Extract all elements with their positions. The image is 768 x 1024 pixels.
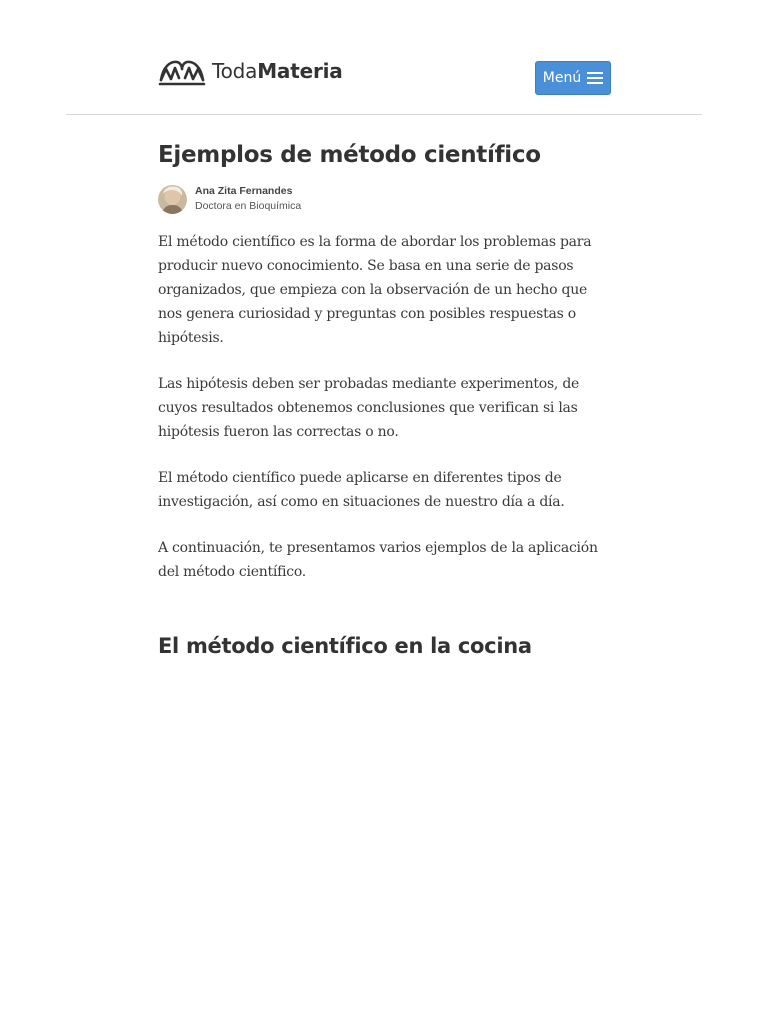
logo-text-bold: Materia [257, 59, 343, 83]
logo-text [212, 54, 343, 88]
author-role: Doctora en Bioquímica [195, 200, 302, 212]
intro-paragraph-4: A continuación, te presentamos varios ejemplos de la aplicación del método científico. [158, 540, 598, 580]
page-title: Ejemplos de método científico [158, 142, 541, 168]
intro-paragraph-1: El método científico es la forma de abordar los problemas para producir nuevo conocimiento. Se basa en una serie de pasos organizados, que empieza con la observación de un hecho que nos genera curiosidad y preguntas con posibles respuestas o hipótesis. [158, 234, 592, 346]
section-heading-cocina: El método científico en la cocina [158, 634, 532, 658]
author-name[interactable]: Ana Zita Fernandes [195, 185, 293, 197]
article-content [158, 138, 610, 662]
author-photo-icon [158, 185, 187, 214]
site-logo-link[interactable] [158, 54, 343, 88]
intro-paragraph-2: Las hipótesis deben ser probadas mediante experimentos, de cuyos resultados obtenemos conclusiones que verifican si las hipótesis fueron las correctas o no. [158, 376, 580, 440]
intro-paragraph-3: El método científico puede aplicarse en diferentes tipos de investigación, así como en situaciones de nuestro día a día. [158, 470, 565, 510]
logo-text-light: Toda [212, 59, 258, 83]
avatar[interactable] [158, 185, 187, 214]
site-header [0, 0, 768, 115]
header-divider [66, 114, 702, 115]
menu-button-label: Menú [542, 70, 582, 86]
logo-mark-icon [158, 55, 206, 87]
menu-button[interactable] [535, 61, 611, 95]
author-byline [158, 184, 610, 214]
author-info [195, 184, 301, 214]
hamburger-icon [587, 72, 603, 84]
